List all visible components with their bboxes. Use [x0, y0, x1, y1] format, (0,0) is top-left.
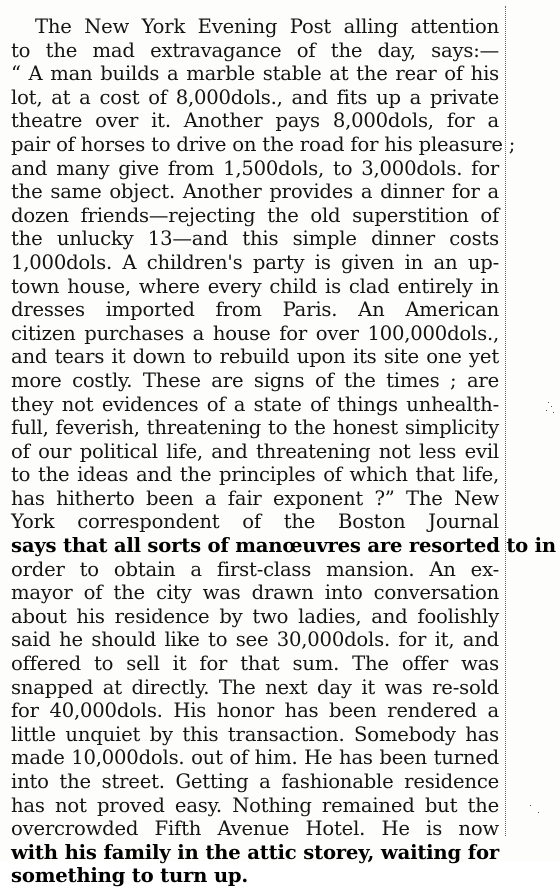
print-speck: [538, 812, 539, 813]
article-line: “ A man builds a marble stable at the rear of his: [11, 62, 499, 86]
print-speck: [551, 406, 552, 407]
article-line: said he should like to see 30,000dols. for it, and: [11, 628, 499, 652]
article-line: and many give from 1,500dols, to 3,000dols. for: [11, 156, 499, 180]
article-line: York correspondent of the Boston Journal: [11, 510, 499, 534]
article-line: pair of horses to drive on the road for his pleasure ;: [11, 132, 516, 156]
article-line: about his residence by two ladies, and foolishly: [11, 604, 499, 628]
article-line: order to obtain a first-class mansion. An ex-: [11, 557, 499, 581]
article-line: with his family in the attic storey, waiting for: [11, 840, 499, 864]
article-line: and tears it down to rebuild upon its site one yet: [11, 345, 499, 369]
article-line: lot, at a cost of 8,000dols., and fits up a private: [11, 85, 499, 109]
article-line: overcrowded Fifth Avenue Hotel. He is now: [11, 817, 499, 841]
article-line: to the ideas and the principles of which that life,: [11, 463, 499, 487]
article-line: the unlucky 13—and this simple dinner costs: [11, 227, 499, 251]
article-line: they not evidences of a state of things unhealth-: [11, 392, 499, 416]
print-speck: [546, 410, 547, 411]
article-line: citizen purchases a house for over 100,000dols.,: [11, 321, 499, 345]
article-line: says that all sorts of manœuvres are resorted to in: [11, 534, 556, 558]
print-speck: [553, 412, 554, 413]
article-line: to the mad extravagance of the day, says:—: [11, 38, 499, 62]
article-line: full, feverish, threatening to the honest simplicity: [11, 416, 499, 440]
column-rule: [505, 6, 506, 836]
article-line: offered to sell it for that sum. The offer was: [11, 652, 499, 676]
print-speck: [530, 805, 531, 806]
article-line: 1,000dols. A children's party is given in an up-: [11, 250, 499, 274]
article-line: mayor of the city was drawn into conversation: [11, 581, 499, 605]
article-body: [11, 15, 556, 888]
article-line: something to turn up.: [11, 864, 249, 888]
print-speck: [548, 402, 549, 403]
article-line: dozen friends—rejecting the old superstition of: [11, 203, 499, 227]
article-line: of our political life, and threatening not less evil: [11, 439, 499, 463]
article-line: into the street. Getting a fashionable residence: [11, 770, 499, 793]
article-line: made 10,000dols. out of him. He has been turned: [11, 746, 499, 770]
article-line: The New York Evening Post alling attention: [35, 15, 499, 38]
article-line: dresses imported from Paris. An American: [11, 298, 499, 322]
article-line: town house, where every child is clad entirely in: [11, 274, 499, 298]
article-line: has hitherto been a fair exponent ?” The New: [11, 486, 499, 510]
article-line: snapped at directly. The next day it was re-sold: [11, 675, 499, 699]
article-line: theatre over it. Another pays 8,000dols, for a: [11, 109, 499, 133]
article-line: the same object. Another provides a dinner for a: [11, 180, 499, 204]
article-line: for 40,000dols. His honor has been rendered a: [11, 699, 499, 723]
article-line: has not proved easy. Nothing remained but the: [11, 793, 499, 817]
article-line: little unquiet by this transaction. Somebody has: [11, 722, 499, 746]
article-line: more costly. These are signs of the times ; are: [11, 368, 499, 392]
